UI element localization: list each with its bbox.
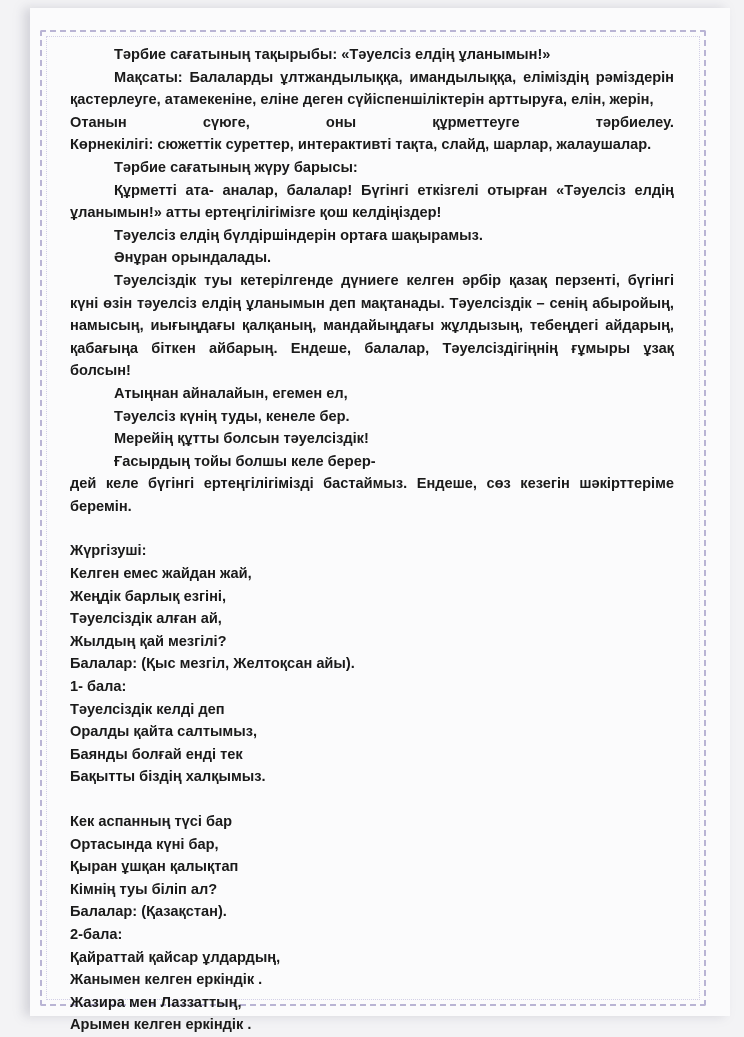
poem-line: Атыңнан айналайын, егемен ел, xyxy=(114,385,348,402)
verse-line: Арымен келген еркіндік . xyxy=(70,1017,252,1034)
verse-line: Қайраттай қайсар ұлдардың, xyxy=(70,949,281,966)
goal-last-line xyxy=(70,112,674,135)
speaker-child-1: 1- бала: xyxy=(70,679,127,696)
verse-line: Жеңдік барлық езгіні, xyxy=(70,588,226,605)
goal-word: оны xyxy=(325,114,357,131)
goal-label: Мақсаты: xyxy=(114,69,183,86)
verse-line: Оралды қайта салтымыз, xyxy=(70,724,258,741)
verse-line: Тәуелсіздік алған ай, xyxy=(70,611,222,628)
independence-paragraph: Тәуелсіздік туы кетерілгенде дүниеге келген әрбір қазақ перзенті, бүгінгі күні өзін тәуелсіз елдің ұланымын деп мақтанады. Тәуелсіздік – сенің абыройың, намысың, иығыңдағы қалқаның, мандайыңдағы жұлдызың, тебеңдегі айдарың, қабағыңа біткен айбарың. Ендеше, балалар, Тәуелсіздігіңнің ғұмыры ұзақ болсын! xyxy=(70,272,674,380)
poem-line: Ғасырдың тойы болшы келе берер- xyxy=(114,453,376,470)
verse-line: Жылдың қай мезгілі? xyxy=(70,633,227,650)
verse-line: Кімнің туы біліп ал? xyxy=(70,881,218,898)
goal-word: тәрбиелеу. xyxy=(595,114,674,131)
progress-heading: Тәрбие сағатының жүру барысы: xyxy=(114,159,358,176)
verse-line: Баянды болғай енді тек xyxy=(70,746,243,763)
topic-heading: Тәрбие сағатының тақырыбы: «Тәуелсіз елдің ұланымын!» xyxy=(114,47,551,63)
poem-line: Мерейің құтты болсын тәуелсіздік! xyxy=(114,431,369,448)
verse-line: Кек аспанның түсі бар xyxy=(70,814,233,830)
verse-line: Тәуелсіздік келді деп xyxy=(70,701,225,718)
goal-word: сүюге, xyxy=(202,114,250,131)
goal-text: Балаларды ұлтжандылыққа, имандылыққа, еліміздің рәміздерін қастерлеуге, атамекеніне, еліне деген сүйіспеншіліктерін арттыруға, елін, жерін, xyxy=(70,69,674,109)
invite-line: Тәуелсіз елдің бүлдіршіндерін ортаға шақырамыз. xyxy=(114,227,483,244)
document-body xyxy=(70,44,674,1037)
speaker-child-2: 2-бала: xyxy=(70,926,123,943)
verse-line: Келген емес жайдан жай, xyxy=(70,566,252,583)
anthem-line: Әнұран орындалады. xyxy=(114,250,272,267)
verse-line: Жазира мен Лаззаттың, xyxy=(70,994,242,1011)
greeting-paragraph: Құрметті ата- аналар, балалар! Бүгінгі еткізгелі отырған «Тәуелсіз елдің ұланымын!» атты ертеңгілігімізге қош келдіңіздер! xyxy=(70,182,674,222)
verse-line: Ортасында күні бар, xyxy=(70,836,219,853)
verse-line: Бақытты біздің халқымыз. xyxy=(70,769,266,786)
goal-paragraph xyxy=(70,67,674,112)
spacer xyxy=(70,518,674,540)
verse-line: Қыран ұшқан қалықтап xyxy=(70,859,239,876)
spacer xyxy=(70,789,674,811)
children-answer: Балалар: (Қазақстан). xyxy=(70,904,227,921)
verse-line: Жанымен келген еркіндік . xyxy=(70,972,263,989)
speaker-host: Жүргізуші: xyxy=(70,543,147,560)
goal-word: құрметтеуге xyxy=(432,114,520,131)
goal-word: Отанын xyxy=(70,114,127,131)
children-answer: Балалар: (Қыс мезгіл, Желтоқсан айы). xyxy=(70,656,355,673)
poem-line: Тәуелсіз күнің туды, кенеле бер. xyxy=(114,408,350,425)
visual-aids-line: Көрнекілігі: сюжеттік суреттер, интерактивті тақта, слайд, шарлар, жалаушалар. xyxy=(70,137,652,154)
opening-paragraph: дей келе бүгінгі ертеңгілігімізді бастаймыз. Ендеше, сөз кезегін шәкірттеріме беремін. xyxy=(70,476,674,515)
